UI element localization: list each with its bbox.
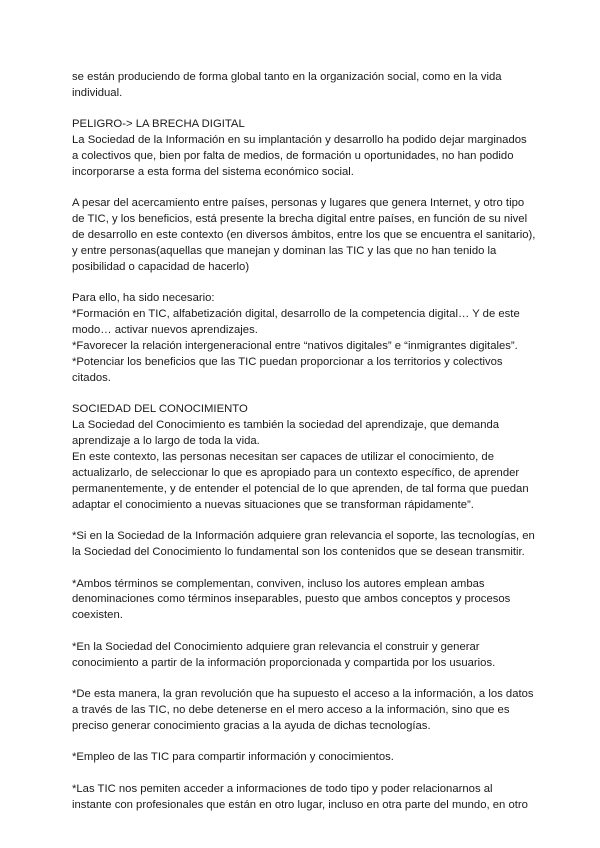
paragraph-gap (72, 276, 532, 292)
paragraph (72, 640, 532, 672)
text-line: a colectivos que, bien por falta de medios, de formación u oportunidades, no han podido (72, 150, 514, 163)
text-line: a través de las TIC, no debe detenerse en el mero acceso a la información, sino que es (72, 704, 510, 716)
text-line: *Si en la Sociedad de la Información adquiere gran relevancia el soporte, las tecnologías, en (72, 530, 535, 543)
paragraph-gap (72, 735, 532, 751)
text-line: *Favorecer la relación intergeneracional entre “nativos digitales” e “inmigrantes digitales”. (72, 340, 518, 353)
text-line: modo… activar nuevos aprendizajes. (72, 324, 258, 337)
text-line: coexisten. (72, 609, 123, 622)
text-line: *Formación en TIC, alfabetización digital, desarrollo de la competencia digital… Y de este (72, 308, 520, 321)
text-line: *Ambos términos se complementan, conviven, incluso los autores emplean ambas (72, 577, 485, 590)
text-line: preciso generar conocimiento gracias a la ayuda de dichas tecnologías. (72, 719, 431, 732)
text-line: de TIC, y los beneficios, está presente la brecha digital entre países, en función de su nivel (72, 213, 528, 226)
text-line: SOCIEDAD DEL CONOCIMIENTO (72, 403, 248, 416)
paragraph-gap (72, 561, 532, 577)
text-line: *En la Sociedad del Conocimiento adquiere gran relevancia el construir y generar (72, 640, 480, 653)
text-line: se están produciendo de forma global tanto en la organización social, como en la vida (72, 71, 502, 83)
text-line: *Empleo de las TIC para compartir información y conocimientos. (72, 751, 394, 764)
paragraph (72, 577, 532, 625)
text-line: *De esta manera, la gran revolución que ha supuesto el acceso a la información, a los datos (72, 688, 534, 701)
text-line: conocimiento a partir de la información proporcionada y compartida por los usuarios. (72, 656, 496, 669)
text-line: y entre personas(aquellas que manejan y dominan las TIC y las que no han tenido la (72, 245, 497, 258)
paragraph-gap (72, 766, 532, 782)
paragraph (72, 117, 532, 181)
paragraph (72, 750, 532, 766)
text-line: de desarrollo en este contexto (en diversos ámbitos, entre los que se encuentra el sanitario), (72, 229, 536, 242)
text-line: incorporarse a esta forma del sistema económico social. (72, 166, 354, 179)
text-line: individual. (72, 86, 123, 99)
paragraph-gap (72, 181, 532, 197)
paragraph (72, 196, 536, 276)
paragraph (72, 529, 535, 561)
text-line: La Sociedad del Conocimiento es también la sociedad del aprendizaje, que demanda (72, 419, 500, 432)
text-line: permanentemente, y de entender el potencial de lo que aprenden, de tal forma que puedan (72, 482, 529, 495)
paragraph (72, 402, 532, 513)
paragraph-gap (72, 514, 532, 530)
paragraph (72, 291, 532, 386)
text-line: *Las TIC nos pemiten acceder a informaciones de todo tipo y poder relacionarnos al (72, 782, 493, 795)
text-line: Para ello, ha sido necesario: (72, 292, 215, 305)
text-line: denominaciones como términos inseparables, puesto que ambos conceptos y procesos (72, 593, 511, 606)
text-line: posibilidad o capacidad de hacerlo) (72, 261, 250, 274)
paragraph-gap (72, 387, 532, 403)
text-line: citados. (72, 372, 111, 384)
text-line: En este contexto, las personas necesitan ser capaces de utilizar el conocimiento, de (72, 451, 494, 464)
text-line: PELIGRO-> LA BRECHA DIGITAL (72, 118, 245, 131)
text-line: *Potenciar los beneficios que las TIC puedan proporcionar a los territorios y colectivos (72, 356, 503, 369)
document-body (72, 70, 536, 814)
text-line: adaptar el conocimiento a nuevas situaciones que se transforman rápidamente”. (72, 498, 474, 511)
paragraph-gap (72, 672, 532, 688)
paragraph-gap (72, 624, 532, 640)
text-line: aprendizaje a lo largo de toda la vida. (72, 435, 260, 448)
text-line: instante con profesionales que están en otro lugar, incluso en otra parte del mundo, en otro (72, 798, 528, 811)
text-line: la Sociedad del Conocimiento lo fundamental son los contenidos que se desean transmitir. (72, 546, 525, 559)
paragraph-gap (72, 102, 532, 118)
text-line: La Sociedad de la Información en su implantación y desarrollo ha podido dejar marginados (72, 134, 527, 147)
text-line: actualizarlo, de seleccionar lo que es apropiado para un contexto específico, de aprender (72, 467, 520, 480)
text-line: A pesar del acercamiento entre países, personas y lugares que genera Internet, y otro tipo (72, 197, 525, 210)
paragraph (72, 70, 532, 102)
paragraph (72, 687, 532, 735)
paragraph (72, 782, 532, 814)
